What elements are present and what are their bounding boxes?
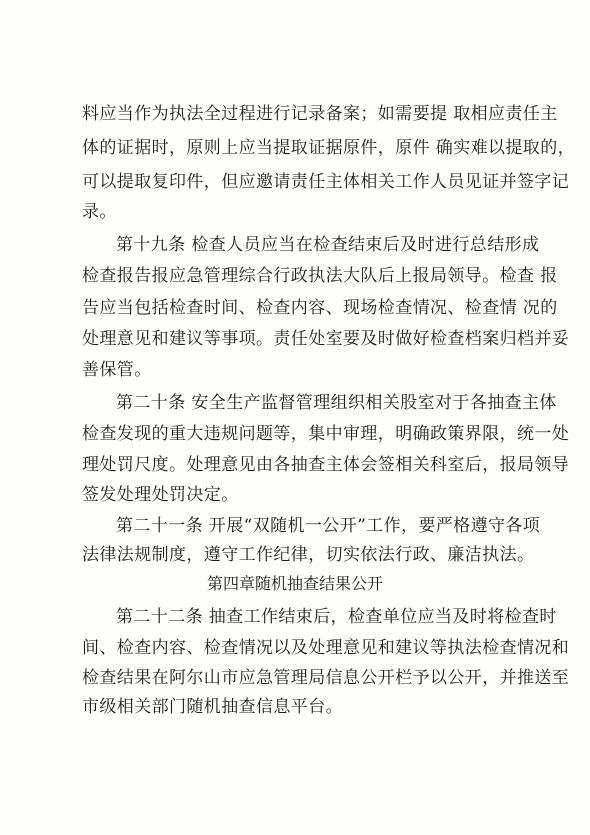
text-line: 录。 <box>82 202 117 222</box>
text-line: 体的证据时，原则上应当提取证据原件，原件 确实难以提取的， <box>82 138 576 158</box>
text-line: 理处罚尺度。处理意见由各抽查主体会签相关科室后，报局领导 <box>82 455 570 475</box>
text-line: 市级相关部门随机抽查信息平台。 <box>82 697 343 717</box>
text-line: 检查发现的重大违规问题等，集中审理，明确政策界限，统一处 <box>82 424 570 444</box>
text-line: 料应当作为执法全过程进行记录备案；如需要提 取相应责任主 <box>82 104 558 124</box>
text-line: 检查结果在阿尔山市应急管理局信息公开栏予以公开，并推送至 <box>82 668 570 688</box>
text-line: 告应当包括检查时间、检查内容、现场检查情况、检查情 况的 <box>82 298 558 318</box>
article-21-first-line: 第二十一条 开展“双随机一公开”工作，要严格遵守各项 <box>116 516 541 536</box>
text-line: 善保管。 <box>82 360 152 380</box>
text-line: 间、检查内容、检查情况以及处理意见和建议等执法检查情况和 <box>82 638 570 658</box>
text-line: 检查报告报应急管理综合行政执法大队后上报局领导。检查 报 <box>82 266 558 286</box>
article-20-first-line: 第二十条 安全生产监督管理组织相关股室对于各抽查主体 <box>116 393 557 413</box>
article-19-first-line: 第十九条 检查人员应当在检查结束后及时进行总结形成 <box>116 235 540 255</box>
text-line: 可以提取复印件，但应邀请责任主体相关工作人员见证并签字记 <box>82 172 570 192</box>
chapter-heading: 第四章随机抽查结果公开 <box>206 574 383 593</box>
text-line: 法律法规制度，遵守工作纪律，切实依法行政、廉洁执法。 <box>82 545 535 565</box>
article-22-first-line: 第二十二条 抽查工作结束后，检查单位应当及时将检查时 <box>116 607 557 627</box>
text-line: 签发处理处罚决定。 <box>82 485 239 505</box>
text-line: 处理意见和建议等事项。责任处室要及时做好检查档案归档并妥 <box>82 329 570 349</box>
